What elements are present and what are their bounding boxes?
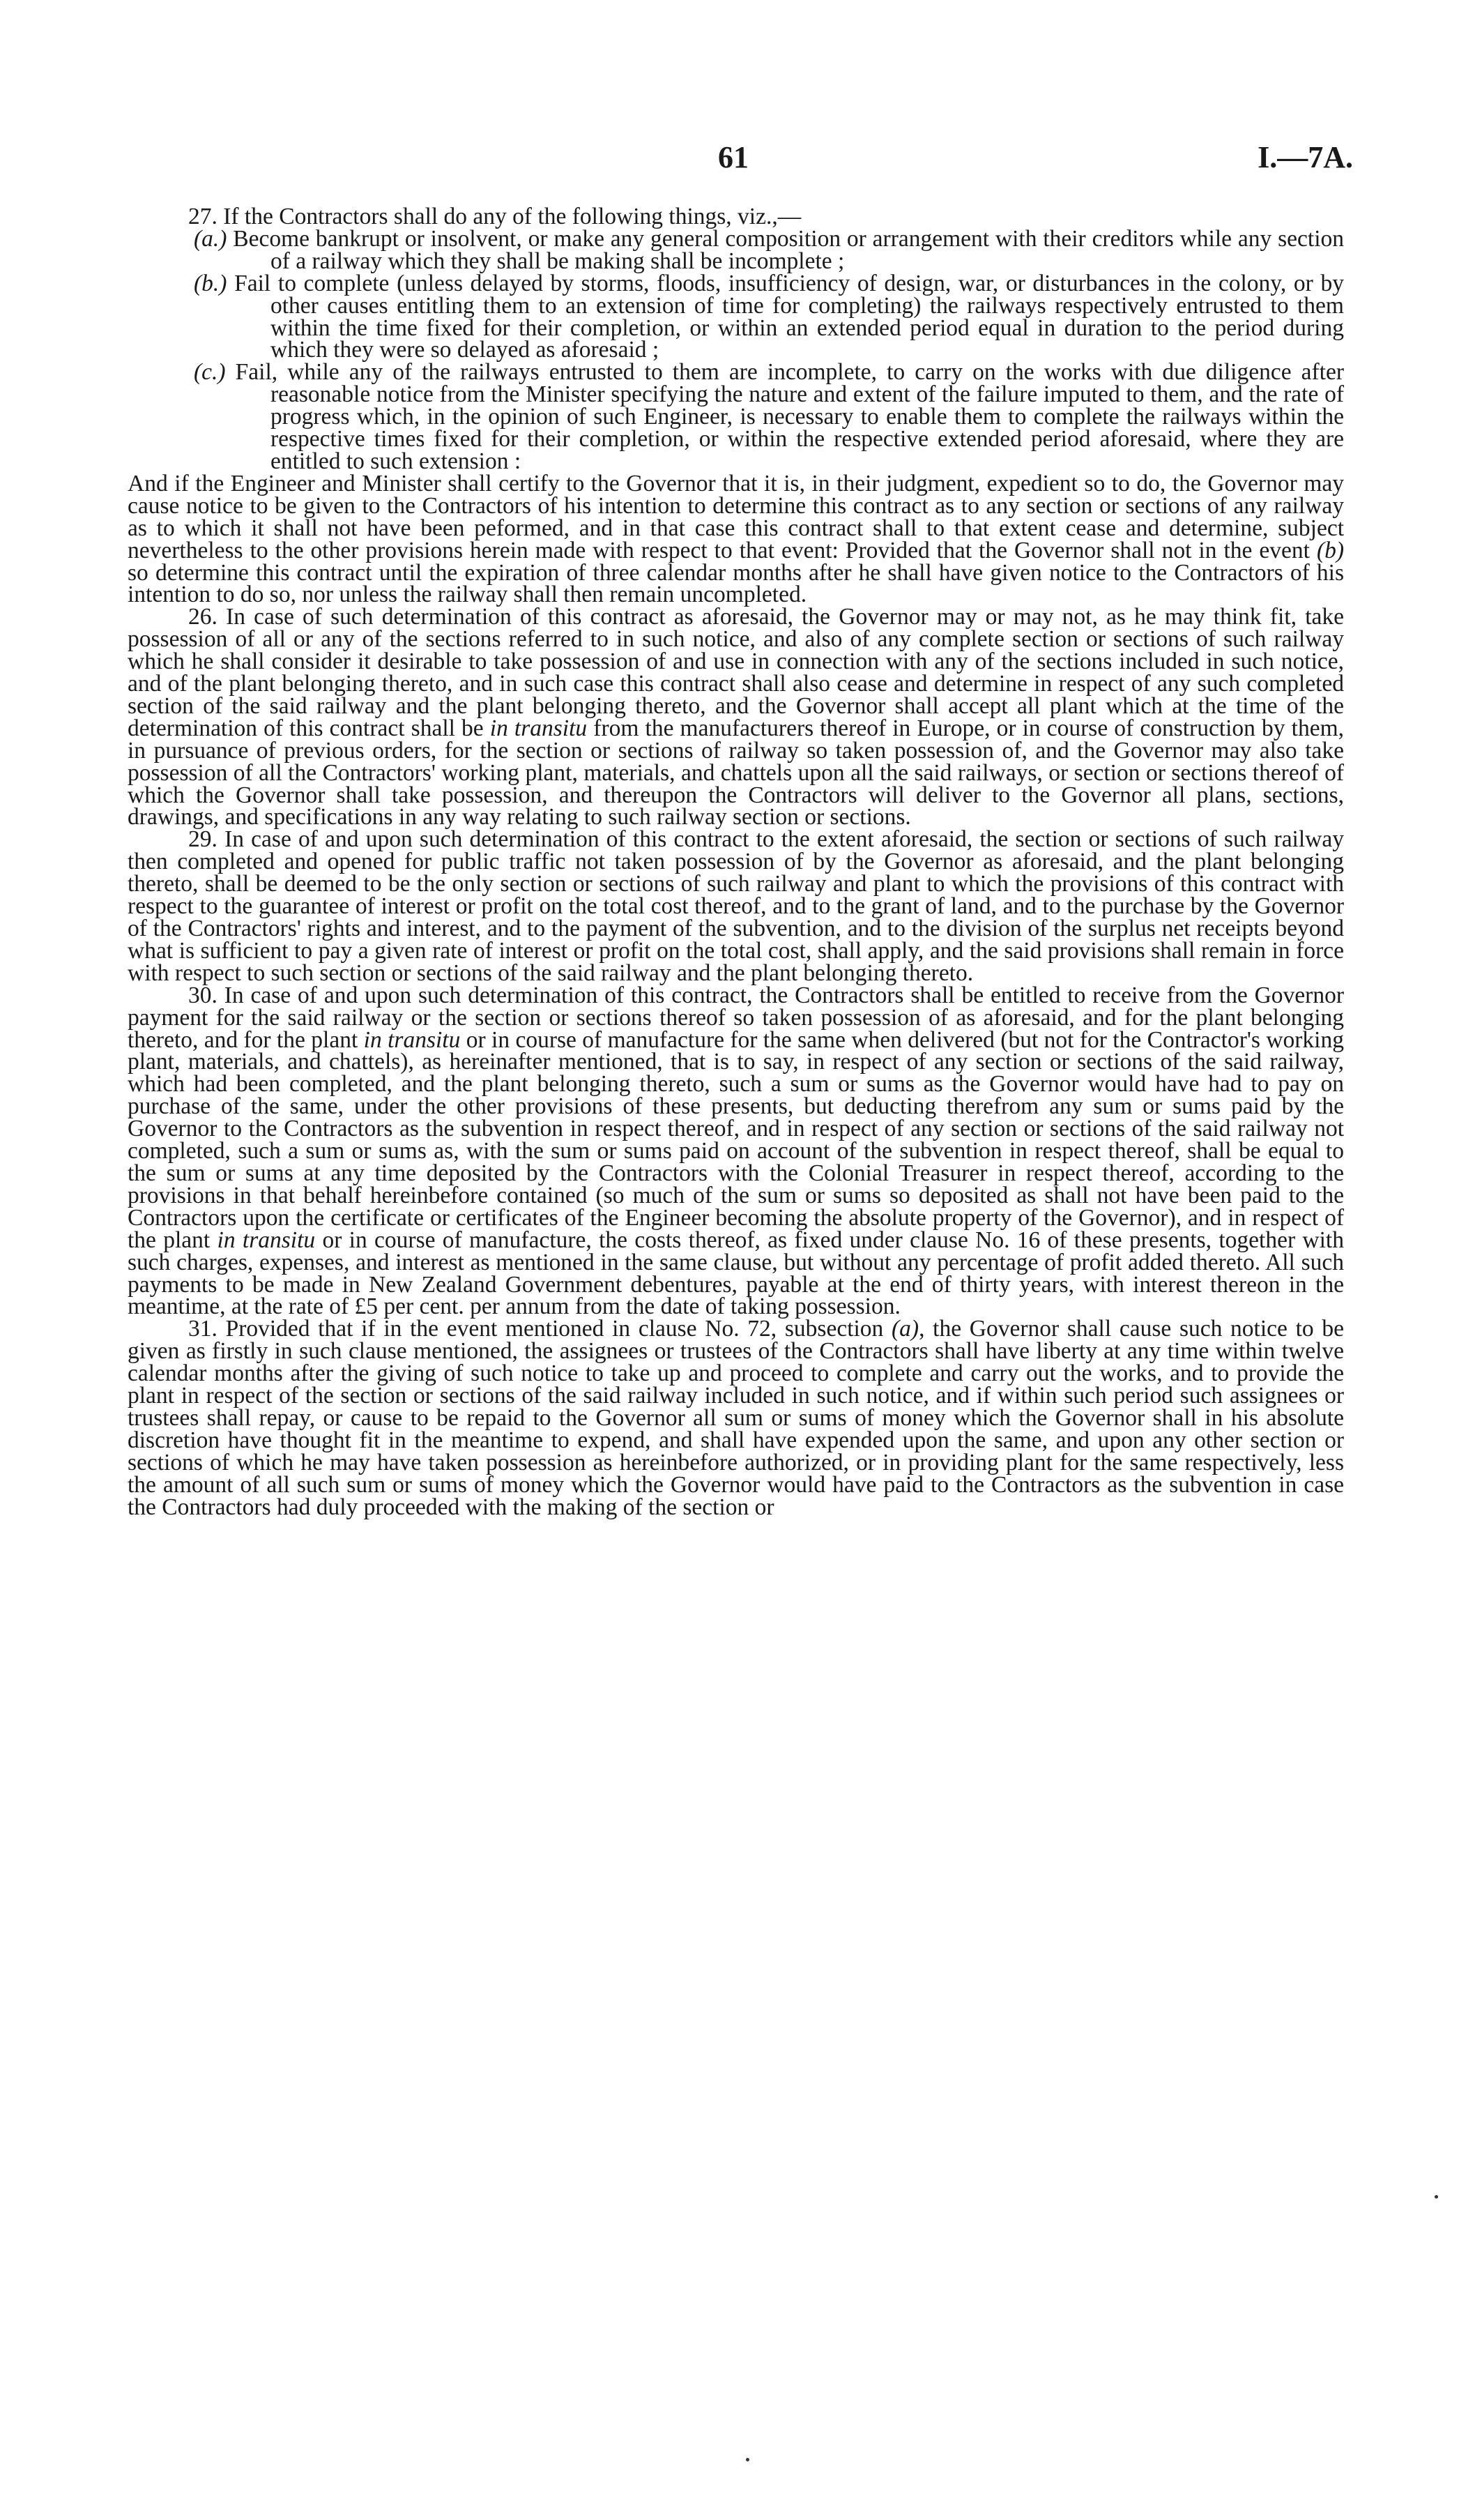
clause-30-paragraph: 30. In case of and upon such determination of this contract, the Contractors shall be entitled to receive from the Governor payment for the said railway or the section or sections thereof so taken possession of as aforesaid, and for the plant belonging thereto, and for the plant in transitu or in course of manufacture for the same when delivered (but not for the Contractor's working plant, materials, and chattels), as hereinafter mentioned, that is to say, in respect of any section or sections of the said railway, which had been completed, and the plant belonging thereto, such a sum or sums as the Governor would have had to pay on purchase of the same, under the other provisions of these presents, but deducting therefrom any sum or sums paid by the Governor to the Contractors as the subvention in respect thereof, and in respect of any section or sections of the said railway not completed, such a sum or sums as, with the sum or sums paid on account of the subvention in respect thereof, shall be equal to the sum or sums at any time deposited by the Contractors with the Colonial Treasurer in respect thereof, according to the provisions in that behalf hereinbefore contained (so much of the sum or sums so deposited as shall not have been paid to the Contractors upon the certificate or certificates of the Engineer becoming the absolute property of the Governor), and in respect of the plant in transitu or in course of manufacture, the costs thereof, as fixed under clause No. 16 of these presents, together with such charges, expenses, and interest as mentioned in the same clause, but without any percentage of profit added thereto. All such payments to be made in New Zealand Government debentures, payable at the end of thirty years, with interest thereon in the meantime, at the rate of £5 per cent. per annum from the date of taking possession. bbox=[128, 982, 1344, 1320]
item-marker: (a.) bbox=[194, 225, 227, 252]
clause-27-item-b bbox=[128, 270, 1345, 363]
page-header bbox=[0, 139, 1482, 181]
clause-31-paragraph: 31. Provided that if in the event mentioned in clause No. 72, subsection (a), the Governor shall cause such notice to be given as firstly in such clause mentioned, the assignees or trustees of the Contractors shall have liberty at any time within twelve calendar months after the giving of such notice to take up and proceed to complete and carry out the works, and to provide the plant in respect of the section or sections of the said railway included in such notice, and if within such period such assignees or trustees shall repay, or cause to be repaid to the Governor all sum or sums of money which the Governor shall in his absolute discretion have thought fit in the meantime to expend, and shall have expended upon the same, and upon any other section or sections of which he may have taken possession as hereinbefore authorized, or in providing plant for the same respectively, less the amount of all such sum or sums of money which the Governor would have paid to the Contractors as the subvention in case the Contractors had duly proceeded with the making of the section or bbox=[128, 1316, 1344, 1520]
print-speck bbox=[1435, 2195, 1438, 2199]
clause-29-paragraph: 29. In case of and upon such determination of this contract to the extent aforesaid, the section or sections of such railway then completed and opened for public traffic not taken possession of by the Governor as aforesaid, and the plant belonging thereto, shall be deemed to be the only section or sections of such railway and plant to which the provisions of this contract with respect to the guarantee of interest or profit on the total cost thereof, and to the grant of land, and to the purchase by the Governor of the Contractors' rights and interest, and to the payment of the subvention, and to the division of the surplus net receipts beyond what is sufficient to pay a given rate of interest or profit on the total cost, shall apply, and the said provisions shall remain in force with respect to such section or sections of the said railway and the plant belonging thereto. bbox=[128, 826, 1344, 986]
clause-27-item-c bbox=[128, 361, 1344, 473]
item-text: Become bankrupt or insolvent, or make any general composition or arrangement with their creditors while any section of a railway which they shall be making shall be incomplete ; bbox=[233, 225, 1344, 274]
item-text: Fail to complete (unless delayed by storms, floods, insufficiency of design, war, or disturbances in the colony, or by other causes entitling them to an extension of time for completing) the railways respectively entrusted to them within the time fixed for their completion, or within an extended period equal in duration to the period during which they were so delayed as aforesaid ; bbox=[234, 270, 1345, 363]
document-reference: I.—7A. bbox=[1258, 140, 1353, 174]
clause-27-intro: 27. If the Contractors shall do any of the following things, viz.,— bbox=[188, 204, 802, 229]
item-text: Fail, while any of the railways entrusted to them are incomplete, to carry on the works with due diligence after reasonable notice from the Minister specifying the nature and extent of the failure imputed to them, and the rate of progress which, in the opinion of such Engineer, is necessary to enable them to complete the railways within the respective times fixed for their completion, or within the respective extended period aforesaid, where they are entitled to such extension : bbox=[235, 359, 1345, 474]
item-marker: (c.) bbox=[194, 359, 226, 386]
clause-27-conclusion: And if the Engineer and Minister shall certify to the Governor that it is, in their judgment, expedient so to do, the Governor may cause notice to be given to the Contractors of his intention to determine this contract as to any section or sections of any railway as to which it shall not have been peformed, and in that case this contract shall to that extent cease and determine, subject nevertheless to the other provisions herein made with respect to that event: Provided that the Governor shall not in the event (b) so determine this contract until the expiration of three calendar months after he shall have given notice to the Contractors of his intention to do so, nor unless the railway shall then remain uncompleted. bbox=[128, 470, 1344, 608]
clause-28-paragraph: 26. In case of such determination of this contract as aforesaid, the Governor may or may not, as he may think fit, take possession of all or any of the sections referred to in such notice, and also of any complete section or sections of such railway which he shall consider it desirable to take possession of and use in connection with any of the sections included in such notice, and of the plant belonging thereto, and in such case this contract shall also cease and determine in respect of any such completed section of the said railway and the plant belonging thereto, and the Governor shall accept all plant which at the time of the determination of this contract shall be in transitu from the manufacturers thereof in Europe, or in course of construction by them, in pursuance of previous orders, for the section or sections of railway so taken possession of, and the Governor may also take possession of all the Contractors' working plant, materials, and chattels upon all the said railways, or section or sections thereof of which the Governor shall take possession, and thereupon the Contractors will deliver to the Governor all plans, sections, drawings, and specifications in any way relating to such railway section or sections. bbox=[128, 604, 1344, 830]
clause-27-item-a bbox=[128, 225, 1344, 274]
item-marker: (b.) bbox=[194, 270, 227, 296]
page-number: 61 bbox=[718, 140, 749, 174]
print-speck bbox=[746, 2458, 749, 2461]
document-body bbox=[128, 206, 1344, 1518]
